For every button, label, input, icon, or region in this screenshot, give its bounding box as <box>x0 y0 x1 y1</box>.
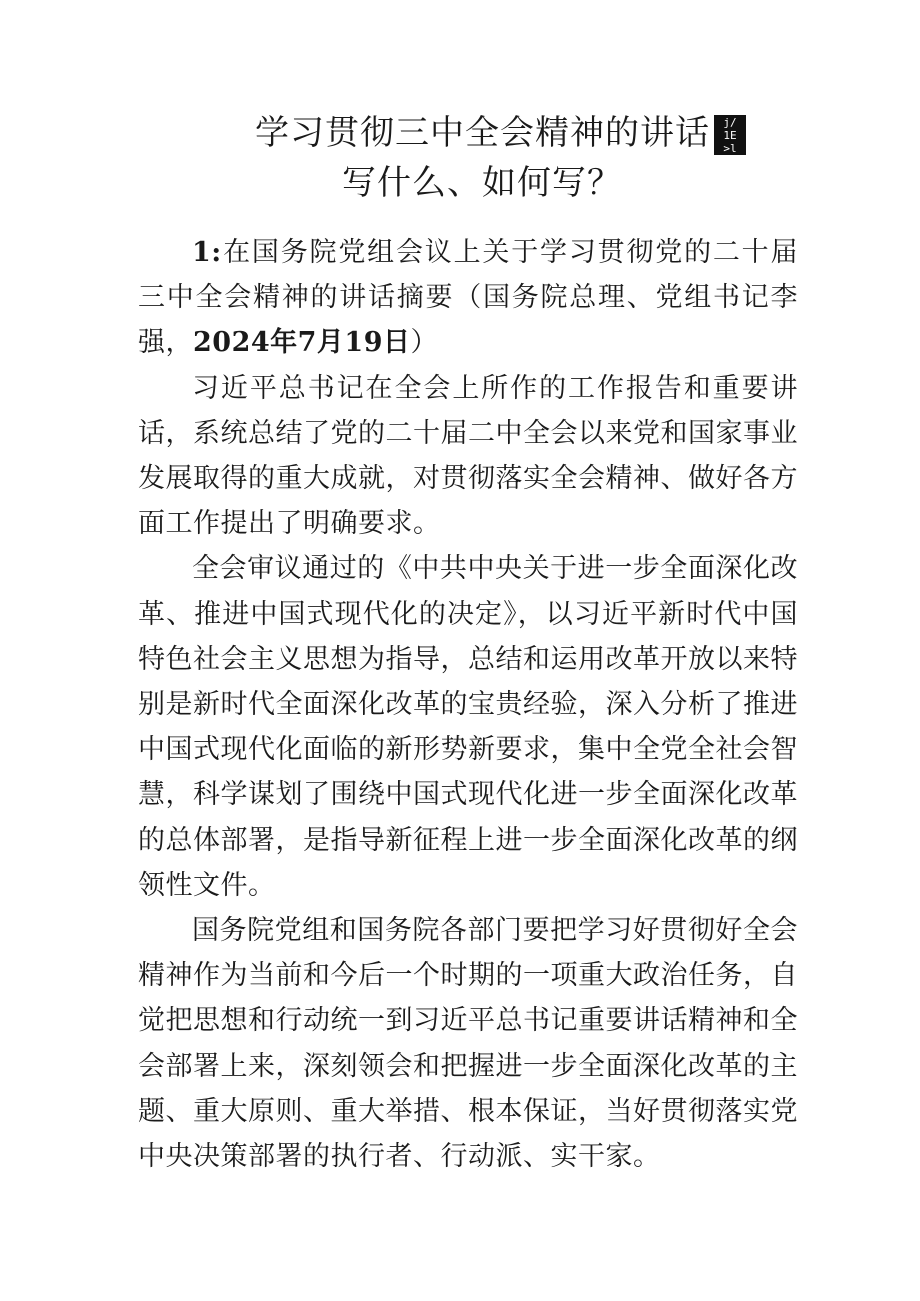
section-number: 1: <box>192 237 222 268</box>
paragraph-3: 国务院党组和国务院各部门要把学习好贯彻好全会精神作为当前和今后一个时期的一项重大政治任务，自觉把思想和行动统一到习近平总书记重要讲话精神和全会部署上来，深刻领会和把握进一步全面深化改革的主题、重大原则、重大举措、根本保证，当好贯彻落实党中央决策部署的执行者、行动派、实干家。 <box>138 915 798 1173</box>
title-line-2: 写什么、如何写？ <box>342 163 622 203</box>
section-heading-text: 在国务院党组会议上关于学习贯彻党的二十届三中全会精神的讲话摘要（国务院总理、党组书记李强， <box>138 237 798 359</box>
document-body <box>138 230 798 1179</box>
document-title <box>0 108 920 208</box>
section-heading-close: ） <box>410 327 439 359</box>
title-ocr-artifact: j/ 1E >l <box>714 115 746 155</box>
paragraph-1: 习近平总书记在全会上所作的工作报告和重要讲话，系统总结了党的二十届二中全会以来党和国家事业发展取得的重大成就，对贯彻落实全会精神、做好各方面工作提出了明确要求。 <box>138 372 798 540</box>
title-line-1 <box>255 108 920 158</box>
paragraph-2: 全会审议通过的《中共中央关于进一步全面深化改革、推进中国式现代化的决定》，以习近平新时代中国特色社会主义思想为指导，总结和运用改革开放以来特别是新时代全面深化改革的宝贵经验，深入分析了推进中国式现代化面临的新形势新要求，集中全党全社会智慧，科学谋划了围绕中国式现代化进一步全面深化改革的总体部署，是指导新征程上进一步全面深化改革的纲领性文件。 <box>138 553 798 901</box>
section-heading-date: 2024年7月19日 <box>193 327 411 359</box>
title-text-1: 学习贯彻三中全会精神的讲话 <box>255 113 710 153</box>
section-heading <box>138 230 798 366</box>
